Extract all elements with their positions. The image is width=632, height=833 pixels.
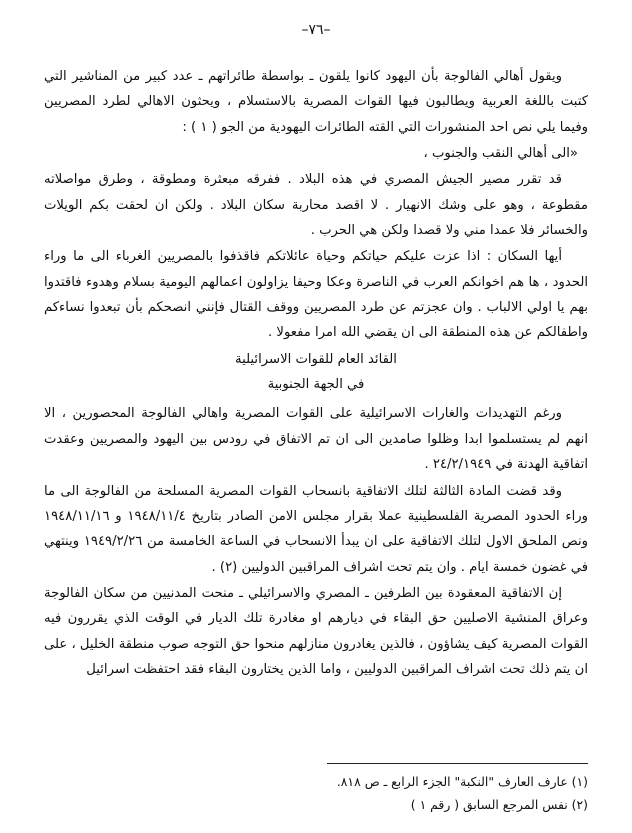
footnote-1: (١) عارف العارف "النكبة" الجزء الرابع ـ ص ٨١٨. (336, 774, 588, 790)
paragraph-7: ورغم التهديدات والغارات الاسرائيلية على القوات المصرية واهالي الفالوجة المحصورين ، الا انهم لم يستسلموا ابدا وظلوا صامدين الى ان تم الاتفاق في رودس بين اليهود والمصريين وعقدت اتفاقية الهدنة في ٢٤/٢/١٩٤٩ . (44, 406, 588, 473)
paragraph-9: إن الاتفاقية المعقودة بين الطرفين ـ المصري والاسرائيلي ـ منحت المدنيين من سكان الفالوجة وعراق المنشية الاصليين حق البقاء في ديارهم او مغادرة تلك الديار في الوقت الذي يقررون فيه القوات المصرية كيف يشاؤون ، فالذين يغادرون منازلهم منحوا حق التوجه صوب منطقة الخليل ، على ان يتم ذلك تحت اشراف المراقبين الدوليين ، واما الذين يختارون البقاء فقد احتفظت اسرائيل (44, 585, 588, 677)
signature-line-commander: القائد العام للقوات الاسرائيلية (235, 351, 397, 367)
paragraph-3: قد تقرر مصير الجيش المصري في هذه البلاد . ففرقه مبعثرة ومطوقة ، وطرق مواصلاته مقطوعة ، وهو على وشك الانهيار . لا اقصد محاربة سكان البلاد . ولكن ان لحقت بكم الويلات والخسائر فلا عمدا مني ولا قصدا ولكن هي الحرب . (44, 172, 588, 239)
paragraph-8: وقد قضت المادة الثالثة لتلك الاتفاقية بانسحاب القوات المصرية المسلحة من الفالوجة الى ما وراء الحدود المصرية الفلسطينية عملا بقرار مجلس الامن الصادر بتاريخ ١٩٤٨/١١/٤ و ١٩٤٨/١١/١٦ ونص الملحق الاول لتلك الاتفاقية على ان يبدأ الانسحاب في الساعة الخامسة من ١٩٤٩/٢/٢٦ وينتهي في غضون خمسة ايام . وان يتم تحت اشراف المراقبين الدوليين (٢) . (44, 483, 589, 575)
paragraph-4: أيها السكان : اذا عزت عليكم حياتكم وحياة عائلاتكم فاقذفوا بالمصريين الغرباء الى ما وراء الحدود ، ها هم اخوانكم العرب في الناصرة وعكا وحيفا يزاولون اعمالهم اليومية بسلام وهدوء فاقتدوا بهم يا اولي الالباب . وان عجزتم عن طرد المصريين ووقف القتال فإنني انصحكم بأن تبعدوا نساءكم واطفالكم عن هذه المنطقة الى ان يقضي الله امرا مفعولا . (44, 249, 588, 341)
footnotes-section (44, 763, 588, 817)
page-number: –٧٦– (301, 22, 331, 38)
paragraph-2-quote-opening: «الى أهالي النقب والجنوب ، (423, 146, 578, 162)
footnote-separator-rule (327, 763, 588, 764)
page-body (44, 64, 588, 682)
document-page (0, 22, 632, 833)
signature-line-southern-front: في الجهة الجنوبية (267, 377, 365, 393)
paragraph-1: ويقول أهالي الفالوجة بأن اليهود كانوا يلقون ـ بواسطة طائراتهم ـ عدد كبير من المناشير التي كتبت باللغة العربية ويطالبون فيها القوات المصرية بالاستسلام ، ويحثون الاهالي لطرد المصريين وفيما يلي نص احد المنشورات التي القته الطائرات اليهودية من الجو ( ١ ) : (44, 69, 588, 135)
footnote-2: (٢) نفس المرجع السابق ( رقم ١ ) (410, 797, 588, 813)
